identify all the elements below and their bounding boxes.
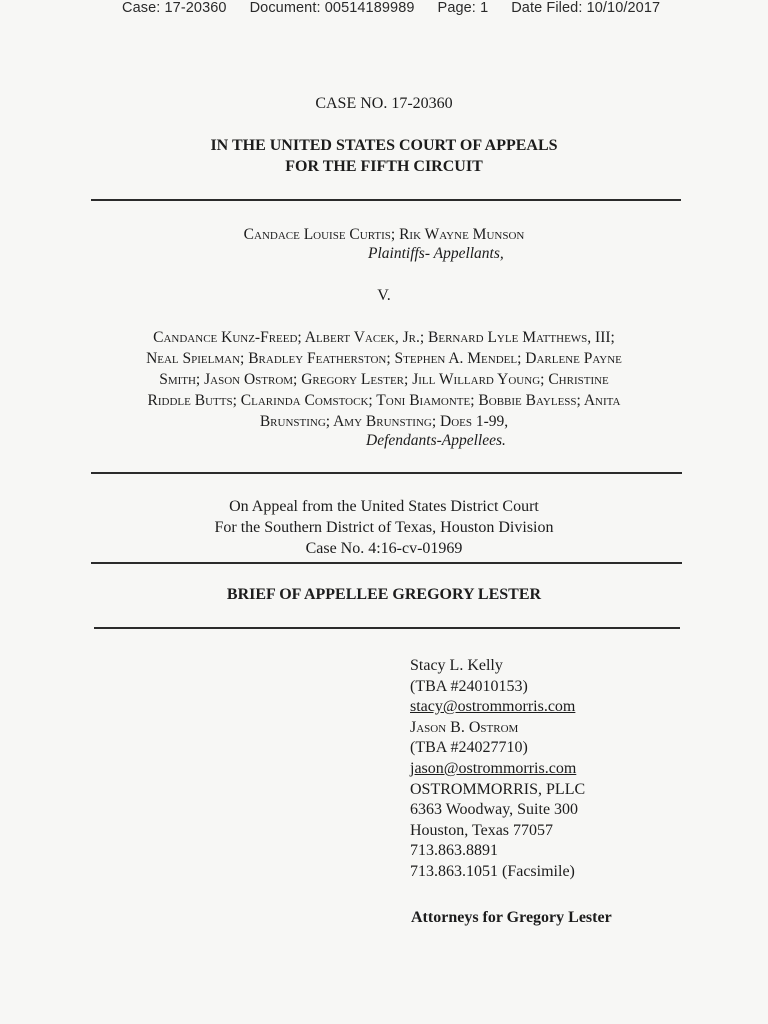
district-case-number: Case No. 4:16-cv-01969 bbox=[305, 540, 463, 557]
defendants-line-3: Smith; Jason Ostrom; Gregory Lester; Jill Willard Young; Christine bbox=[159, 371, 609, 388]
defendants-line-1: Candance Kunz-Freed; Albert Vacek, Jr.; Bernard Lyle Matthews, III; bbox=[153, 329, 615, 346]
attorney-2-name: Jason B. Ostrom bbox=[410, 718, 519, 736]
attorney-block bbox=[410, 656, 585, 883]
attorney-2-email-link[interactable]: jason@ostrommorris.com bbox=[410, 759, 577, 777]
plaintiffs-role: Plaintiffs- Appellants, bbox=[368, 245, 504, 262]
attorneys-for-signature: Attorneys for Gregory Lester bbox=[411, 909, 612, 926]
brief-title: BRIEF OF APPELLEE GREGORY LESTER bbox=[226, 586, 542, 603]
divider-rule bbox=[91, 199, 681, 201]
divider-rule bbox=[94, 627, 680, 629]
defendants-role: Defendants-Appellees. bbox=[366, 432, 506, 449]
stamp-case: Case: 17-20360 bbox=[122, 0, 227, 16]
firm-fax: 713.863.1051 (Facsimile) bbox=[410, 862, 575, 880]
defendants-line-5: Brunsting; Amy Brunsting; Does 1-99, bbox=[259, 413, 509, 430]
firm-name: OSTROMMORRIS, PLLC bbox=[410, 780, 586, 798]
attorney-1-email-link[interactable]: stacy@ostrommorris.com bbox=[410, 698, 576, 716]
defendants-line-2: Neal Spielman; Bradley Featherston; Stephen A. Mendel; Darlene Payne bbox=[146, 350, 622, 367]
stamp-page: Page: 1 bbox=[437, 0, 489, 16]
divider-rule bbox=[91, 472, 682, 474]
attorney-1-bar-number: (TBA #24010153) bbox=[410, 677, 528, 695]
firm-phone: 713.863.8891 bbox=[410, 842, 498, 860]
stamp-document: Document: 00514189989 bbox=[249, 0, 415, 16]
court-name-line-1: IN THE UNITED STATES COURT OF APPEALS bbox=[210, 137, 558, 154]
firm-address-line-1: 6363 Woodway, Suite 300 bbox=[410, 801, 579, 819]
attorney-2-bar-number: (TBA #24027710) bbox=[410, 739, 528, 757]
stamp-date-filed: Date Filed: 10/10/2017 bbox=[511, 0, 661, 16]
case-number: CASE NO. 17-20360 bbox=[315, 95, 453, 112]
appeal-line-1: On Appeal from the United States District Court bbox=[229, 498, 539, 515]
ecf-header-stamp bbox=[122, 0, 660, 16]
attorney-1-name: Stacy L. Kelly bbox=[410, 657, 503, 674]
court-name-line-2: FOR THE FIFTH CIRCUIT bbox=[285, 158, 483, 175]
appeal-line-2: For the Southern District of Texas, Houston Division bbox=[214, 519, 554, 536]
defendants-line-4: Riddle Butts; Clarinda Comstock; Toni Biamonte; Bobbie Bayless; Anita bbox=[147, 392, 621, 409]
plaintiffs-names: Candace Louise Curtis; Rik Wayne Munson bbox=[243, 226, 525, 243]
firm-address-line-2: Houston, Texas 77057 bbox=[410, 821, 554, 839]
versus: V. bbox=[377, 287, 391, 304]
divider-rule bbox=[91, 562, 682, 564]
